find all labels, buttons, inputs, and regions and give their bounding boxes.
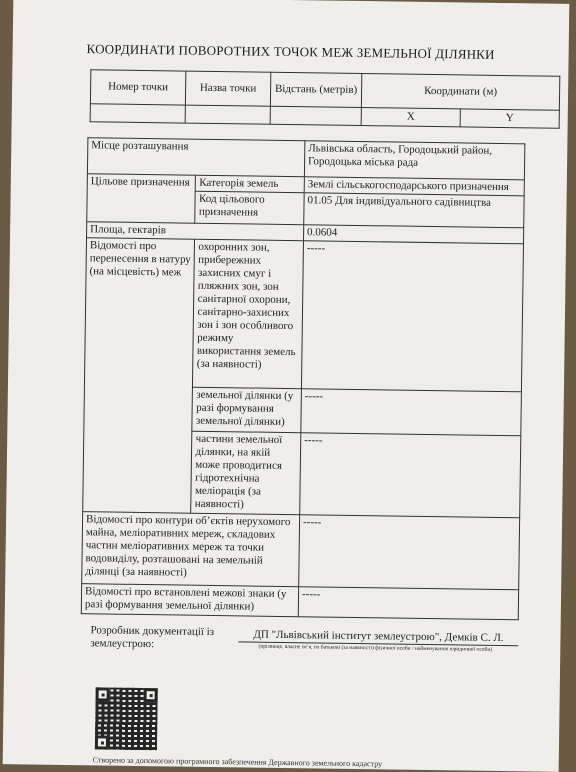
developer-block: [90, 624, 521, 653]
coordinates-table: [90, 69, 561, 129]
header-y: Y: [460, 109, 559, 128]
zones-value: -----: [301, 241, 523, 392]
document-page: [3, 0, 570, 772]
cell-empty: [185, 105, 270, 124]
boundaries-label: Відомості про перенесення в натуру (на місцевість) меж: [83, 238, 195, 513]
parcel-info-table: [81, 137, 526, 620]
cell-empty: [90, 104, 185, 123]
page-title: КООРДИНАТИ ПОВОРОТНИХ ТОЧОК МЕЖ ЗЕМЕЛЬНОЇ ДІЛЯНКИ: [86, 41, 495, 62]
developer-label: Розробник документації із землеустрою:: [90, 624, 215, 651]
location-value: Львівська область, Городоцький район, Городоцька міська рада: [304, 141, 525, 180]
purpose-label: Цільове призначення: [87, 174, 196, 224]
zones-label: охоронних зон, прибережних захисних смуг і пляжних зон, зон санітарної охорони, санітарно-захисних зон і зон особливого режиму використання земель (за наявності): [193, 239, 304, 389]
land-category-value: Землі сільськогосподарського призначення: [304, 177, 524, 196]
part-value: -----: [300, 433, 521, 518]
part-label: частини земельної ділянки, на якій може проводитися гідротехнічна меліорація (за наявності): [191, 431, 301, 515]
contours-value: -----: [299, 515, 520, 590]
purpose-code-label: Код цільового призначення: [195, 191, 304, 225]
parcel-label: земельної ділянки (у разі формування земельної ділянки): [192, 387, 301, 433]
header-coordinates: Координати (м): [361, 74, 559, 111]
markers-label: Відомості про встановлені межові знаки (у разі формування земельної ділянки): [81, 584, 298, 617]
qr-code-icon: [95, 687, 158, 750]
markers-value: -----: [298, 587, 518, 620]
land-category-label: Категорія земель: [196, 175, 305, 193]
header-distance: Відстань (метрів): [270, 72, 361, 107]
header-x: X: [361, 108, 460, 127]
software-note: Створено за допомогою програмного забезпечення Державного земельного кадастру: [92, 755, 383, 769]
cell-empty: [270, 106, 361, 125]
contours-label: Відомості про контури об’єктів нерухомого майна, меліоративних мереж, складових частин меліоративних мереж та точки водовиділу, розташовані на земельній ділянці (за наявності): [82, 512, 300, 587]
header-point-name: Назва точки: [185, 71, 270, 106]
developer-value: ДП "Львівський інститут землеустрою", Демків С. Л.: [238, 628, 518, 646]
purpose-code-value: 01.05 Для індивідуального садівництва: [304, 193, 524, 228]
parcel-value: -----: [301, 389, 522, 436]
area-value: 0.0604: [303, 225, 523, 244]
header-point-number: Номер точки: [90, 70, 185, 105]
area-label: Площа, гектарів: [87, 222, 304, 241]
developer-note: (прізвище, власне ім’я, по батькові (за наявності) фізичної особи / найменування юридичної особи): [258, 643, 493, 653]
location-label: Місце розташування: [87, 138, 304, 177]
